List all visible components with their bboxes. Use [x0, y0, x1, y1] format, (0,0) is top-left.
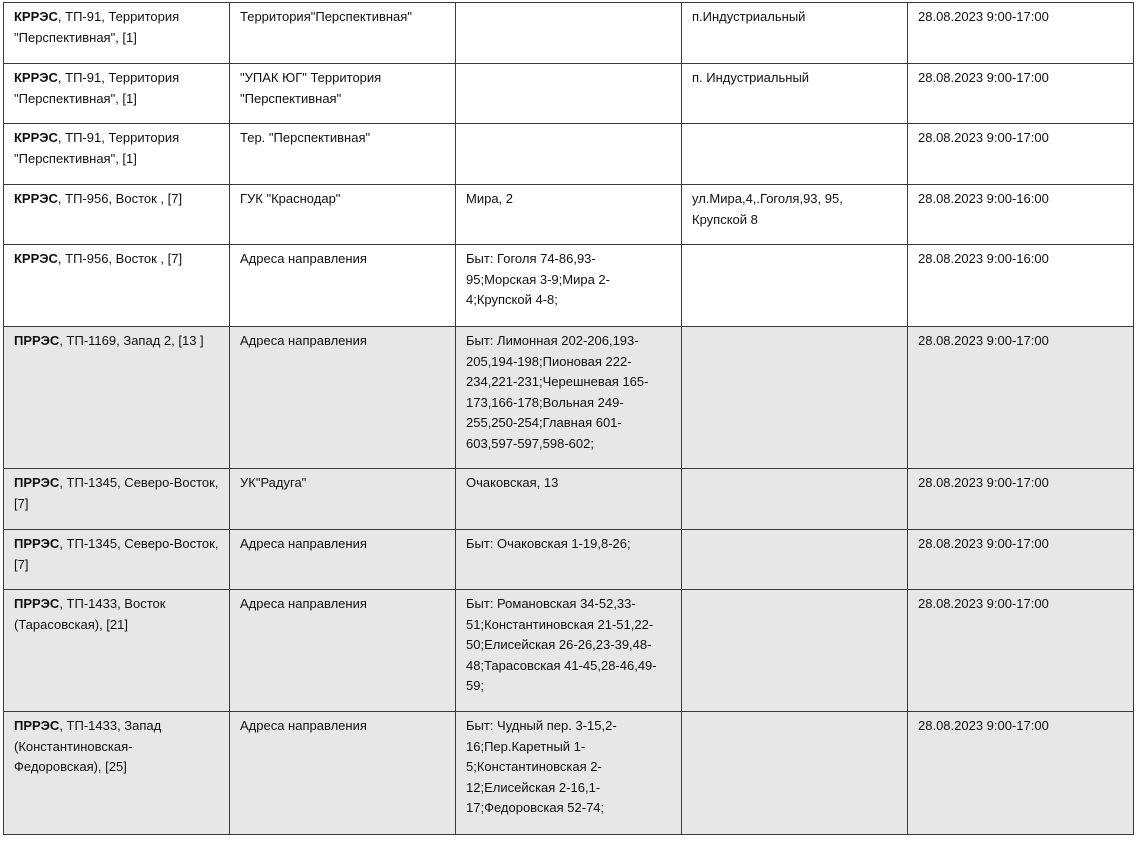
consumer-text: УК"Радуга": [240, 475, 307, 490]
cell-object: [4, 245, 230, 327]
cell-streets: [682, 245, 908, 327]
date-text: 28.08.2023 9:00-17:00: [918, 596, 1049, 611]
cell-address: [456, 469, 682, 530]
table-row: [4, 64, 1134, 124]
address-text: Быт: Лимонная 202-206,193- 205,194-198;Пионовая 222- 234,221-231;Черешневая 165- 173,166-178;Вольная 249- 255,250-254;Главная 601- 603,597-597,598-602;: [466, 333, 649, 451]
table-row: [4, 245, 1134, 327]
cell-date: [908, 3, 1134, 64]
date-text: 28.08.2023 9:00-17:00: [918, 70, 1049, 85]
cell-consumer: [230, 64, 456, 124]
table-row: [4, 590, 1134, 712]
cell-address: [456, 245, 682, 327]
date-text: 28.08.2023 9:00-17:00: [918, 718, 1049, 733]
cell-consumer: [230, 327, 456, 469]
cell-streets: [682, 64, 908, 124]
cell-address: [456, 124, 682, 185]
object-text: , ТП-956, Восток , [7]: [57, 251, 183, 266]
table-row: [4, 3, 1134, 64]
org-code: ПРРЭС: [14, 718, 60, 733]
cell-date: [908, 64, 1134, 124]
table-row: [4, 469, 1134, 530]
consumer-text: Адреса направления: [240, 333, 367, 348]
cell-consumer: [230, 469, 456, 530]
consumer-text: Тер. "Перспективная": [240, 130, 371, 145]
cell-consumer: [230, 185, 456, 245]
consumer-text: Территория"Перспективная": [240, 9, 412, 24]
cell-date: [908, 124, 1134, 185]
cell-streets: [682, 712, 908, 835]
cell-consumer: [230, 124, 456, 185]
cell-date: [908, 327, 1134, 469]
cell-object: [4, 327, 230, 469]
org-code: КРРЭС: [14, 70, 58, 85]
outage-table-body: [4, 3, 1134, 835]
date-text: 28.08.2023 9:00-17:00: [918, 536, 1049, 551]
address-text: Быт: Гоголя 74-86,93- 95;Морская 3-9;Мира 2- 4;Крупской 4-8;: [466, 251, 610, 307]
object-text: , ТП-1169, Запад 2, [13 ]: [59, 333, 204, 348]
address-text: Очаковская, 13: [466, 475, 559, 490]
cell-consumer: [230, 3, 456, 64]
object-text: , ТП-1433, Запад (Константиновская- Федоровская), [25]: [14, 718, 162, 774]
org-code: КРРЭС: [14, 9, 58, 24]
object-text: , ТП-1345, Северо-Восток, [7]: [14, 536, 219, 572]
cell-streets: [682, 530, 908, 590]
cell-object: [4, 590, 230, 712]
cell-streets: [682, 469, 908, 530]
cell-address: [456, 327, 682, 469]
org-code: КРРЭС: [14, 130, 58, 145]
cell-streets: [682, 327, 908, 469]
address-text: Мира, 2: [466, 191, 514, 206]
cell-consumer: [230, 590, 456, 712]
cell-streets: [682, 124, 908, 185]
object-text: , ТП-91, Территория "Перспективная", [1]: [14, 130, 180, 166]
org-code: КРРЭС: [14, 251, 58, 266]
streets-text: п. Индустриальный: [692, 70, 810, 85]
cell-consumer: [230, 712, 456, 835]
date-text: 28.08.2023 9:00-17:00: [918, 9, 1049, 24]
streets-text: ул.Мира,4,.Гоголя,93, 95, Крупской 8: [692, 191, 843, 227]
cell-object: [4, 124, 230, 185]
cell-object: [4, 469, 230, 530]
cell-address: [456, 530, 682, 590]
cell-object: [4, 712, 230, 835]
cell-date: [908, 590, 1134, 712]
table-row: [4, 530, 1134, 590]
address-text: Быт: Очаковская 1-19,8-26;: [466, 536, 631, 551]
cell-date: [908, 712, 1134, 835]
cell-date: [908, 245, 1134, 327]
object-text: , ТП-91, Территория "Перспективная", [1]: [14, 9, 180, 45]
address-text: Быт: Чудный пер. 3-15,2- 16;Пер.Каретный 1- 5;Константиновская 2- 12;Елисейская 2-16,1- 17;Федоровская 52-74;: [466, 718, 617, 815]
org-code: КРРЭС: [14, 191, 58, 206]
org-code: ПРРЭС: [14, 475, 60, 490]
object-text: , ТП-956, Восток , [7]: [57, 191, 183, 206]
table-row: [4, 185, 1134, 245]
cell-consumer: [230, 245, 456, 327]
date-text: 28.08.2023 9:00-17:00: [918, 333, 1049, 348]
cell-address: [456, 712, 682, 835]
cell-date: [908, 185, 1134, 245]
cell-object: [4, 185, 230, 245]
consumer-text: Адреса направления: [240, 536, 367, 551]
cell-object: [4, 64, 230, 124]
cell-object: [4, 530, 230, 590]
object-text: , ТП-1345, Северо-Восток, [7]: [14, 475, 219, 511]
date-text: 28.08.2023 9:00-17:00: [918, 130, 1049, 145]
date-text: 28.08.2023 9:00-17:00: [918, 475, 1049, 490]
consumer-text: Адреса направления: [240, 251, 367, 266]
consumer-text: Адреса направления: [240, 718, 367, 733]
consumer-text: Адреса направления: [240, 596, 367, 611]
streets-text: п.Индустриальный: [692, 9, 806, 24]
consumer-text: ГУК "Краснодар": [240, 191, 341, 206]
cell-consumer: [230, 530, 456, 590]
cell-date: [908, 530, 1134, 590]
table-row: [4, 124, 1134, 185]
cell-streets: [682, 185, 908, 245]
cell-object: [4, 3, 230, 64]
table-row: [4, 712, 1134, 835]
org-code: ПРРЭС: [14, 333, 60, 348]
object-text: , ТП-1433, Восток (Тарасовская), [21]: [14, 596, 166, 632]
consumer-text: "УПАК ЮГ" Территория "Перспективная": [240, 70, 382, 106]
outage-table: [3, 2, 1134, 835]
cell-streets: [682, 3, 908, 64]
address-text: Быт: Романовская 34-52,33- 51;Константиновская 21-51,22- 50;Елисейская 26-26,23-39,48- 48;Тарасовская 41-45,28-46,49- 59;: [466, 596, 657, 693]
cell-address: [456, 3, 682, 64]
object-text: , ТП-91, Территория "Перспективная", [1]: [14, 70, 180, 106]
cell-address: [456, 185, 682, 245]
date-text: 28.08.2023 9:00-16:00: [918, 251, 1049, 266]
org-code: ПРРЭС: [14, 596, 60, 611]
date-text: 28.08.2023 9:00-16:00: [918, 191, 1049, 206]
cell-date: [908, 469, 1134, 530]
cell-address: [456, 64, 682, 124]
cell-address: [456, 590, 682, 712]
org-code: ПРРЭС: [14, 536, 60, 551]
table-row: [4, 327, 1134, 469]
cell-streets: [682, 590, 908, 712]
